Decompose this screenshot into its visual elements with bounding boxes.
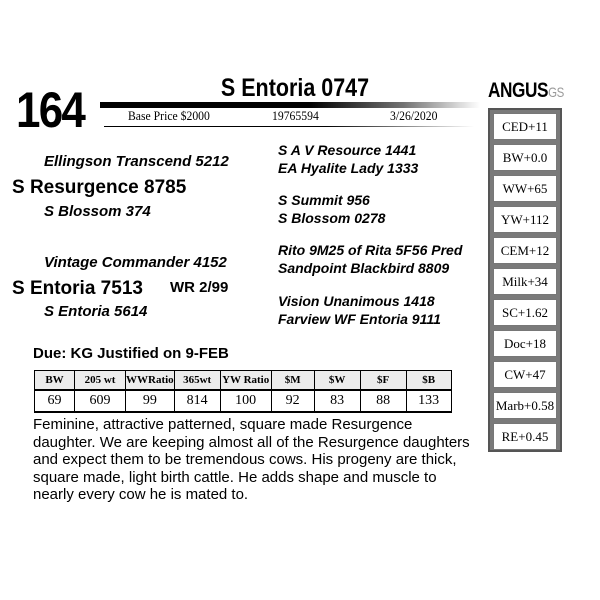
epd-cw: CW+47	[493, 361, 557, 388]
header-cell: 365wt	[174, 371, 220, 390]
info-underline	[104, 126, 474, 127]
epd-bw: BW+0.0	[493, 144, 557, 171]
logo-main: ANGUS	[488, 79, 549, 102]
header-cell: YW Ratio	[220, 371, 271, 390]
sire-dam: S Blossom 374	[44, 203, 151, 220]
sire-sire-dam: EA Hyalite Lady 1333	[278, 160, 419, 176]
sire: S Resurgence 8785	[12, 177, 187, 198]
value-cell: 92	[271, 390, 314, 412]
lot-number: 164	[16, 82, 85, 138]
base-price: Base Price $2000	[128, 108, 210, 123]
epd-milk: Milk+34	[493, 268, 557, 295]
sire-sire: Ellingson Transcend 5212	[44, 153, 229, 170]
dam-dam-dam: Farview WF Entoria 9111	[278, 311, 441, 327]
epd-marb: Marb+0.58	[493, 392, 557, 419]
epd-sc: SC+1.62	[493, 299, 557, 326]
value-cell: 133	[406, 390, 451, 412]
dam-sire-sire: Rito 9M25 of Rita 5F56 Pred	[278, 242, 463, 258]
value-cell: 814	[174, 390, 220, 412]
value-cell: 99	[126, 390, 175, 412]
registration-number: 19765594	[272, 108, 319, 123]
value-cell: 83	[314, 390, 360, 412]
header-cell: 205 wt	[75, 371, 126, 390]
dam-sire: Vintage Commander 4152	[44, 254, 227, 271]
lot-description: Feminine, attractive patterned, square made Resurgence daughter. We are keeping almost all of the Resurgence daughters and expect them to be tremendous cows. His progeny are thick, square made, light birth cattle. He adds shape and muscle to nearly every cow he is mated to.	[33, 416, 470, 503]
epd-ced: CED+11	[493, 113, 557, 140]
sire-dam-sire: S Summit 956	[278, 192, 370, 208]
sire-dam-dam: S Blossom 0278	[278, 210, 386, 226]
epd-panel	[488, 108, 562, 452]
table-row	[35, 390, 452, 412]
dam-sire-dam: Sandpoint Blackbird 8809	[278, 260, 450, 276]
epd-doc: Doc+18	[493, 330, 557, 357]
dam: S Entoria 7513	[12, 278, 143, 299]
logo-suffix: GS	[548, 84, 564, 100]
due-date: Due: KG Justified on 9-FEB	[33, 345, 229, 362]
animal-name: S Entoria 0747	[220, 74, 370, 102]
header-cell: WWRatio	[126, 371, 175, 390]
epd-cem: CEM+12	[493, 237, 557, 264]
sire-sire-sire: S A V Resource 1441	[278, 142, 417, 158]
epd-re: RE+0.45	[493, 423, 557, 450]
header-cell: $M	[271, 371, 314, 390]
angus-logo	[488, 80, 564, 101]
value-cell: 69	[35, 390, 75, 412]
header-cell: $B	[406, 371, 451, 390]
dam-note: WR 2/99	[170, 279, 229, 296]
header-cell: BW	[35, 371, 75, 390]
value-cell: 609	[75, 390, 126, 412]
performance-table	[34, 370, 452, 413]
dam-dam-sire: Vision Unanimous 1418	[278, 293, 435, 309]
epd-ww: WW+65	[493, 175, 557, 202]
value-cell: 88	[360, 390, 406, 412]
birth-date: 3/26/2020	[390, 108, 438, 123]
header-cell: $F	[360, 371, 406, 390]
dam-dam: S Entoria 5614	[44, 303, 148, 320]
value-cell: 100	[220, 390, 271, 412]
epd-yw: YW+112	[493, 206, 557, 233]
table-header-row	[35, 371, 452, 390]
header-cell: $W	[314, 371, 360, 390]
